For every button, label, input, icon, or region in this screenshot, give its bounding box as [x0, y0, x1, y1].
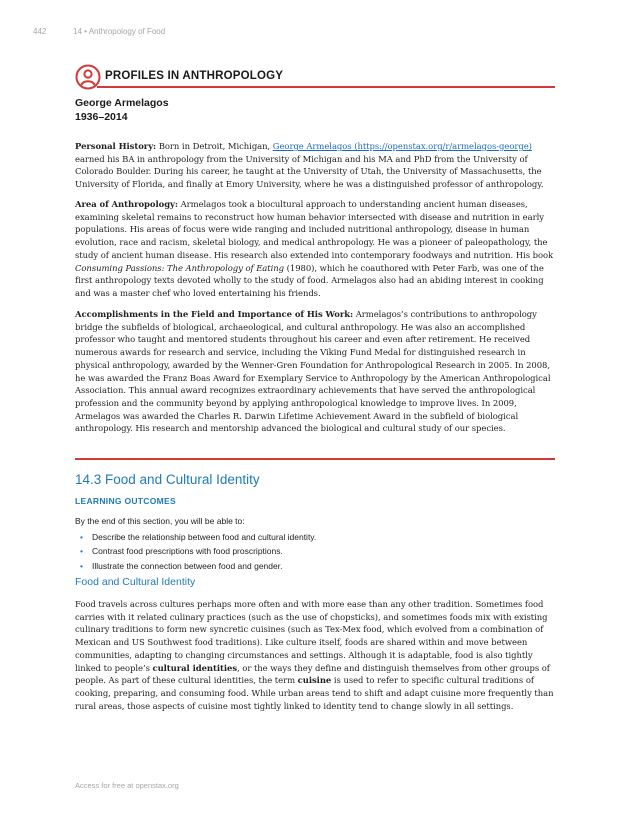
profile-years: 1936–2014 — [75, 111, 128, 123]
list-item — [75, 544, 316, 558]
learning-outcomes-list — [75, 530, 316, 573]
food-identity-paragraph — [75, 598, 555, 712]
personal-history-text-1: Born in Detroit, Michigan, — [156, 141, 273, 151]
section-heading: 14.3 Food and Cultural Identity — [75, 472, 260, 487]
area-paragraph — [75, 198, 555, 300]
accomplishments-label: Accomplishments in the Field and Importance of His Work: — [75, 309, 354, 319]
bullet-icon: • — [80, 560, 83, 571]
profile-box-title: PROFILES IN ANTHROPOLOGY — [105, 70, 284, 82]
profile-box-rule — [97, 86, 555, 88]
page-number: 442 — [33, 27, 47, 36]
subsection-heading: Food and Cultural Identity — [75, 576, 196, 588]
personal-history-paragraph — [75, 140, 555, 191]
paragraph-text-3: is used to refer to specific cultural traditions of cooking, preparing, and consuming food. While urban areas tend to shift and adapt cuisine more frequently than rural areas, those aspects of cuisine most tightly linked to identity tend to change slowly in all settings. — [75, 675, 554, 711]
profile-name-block — [75, 96, 169, 124]
outcome-text: Describe the relationship between food and cultural identity. — [92, 532, 317, 542]
bullet-icon: • — [80, 532, 83, 542]
accomplishments-text: Armelagos’s contributions to anthropology bridge the subfields of biological, archaeological, and cultural anthropology. He was also an accomplished professor who taught and mentored students throughout his career and even after retirement. He received numerous awards for research and service, including the Viking Fund Medal for distinguished research in physical anthropology, awarded by the Wenner-Gren Foundation for Anthropological Research in 2005. In 2008, he was awarded the Franz Boas Award for Exemplary Service to Anthropology by the American Anthropological Association. This annual award recognizes extraordinary achievements that have served the anthropological profession and the community beyond by applying anthropological knowledge to improve lives. In 2009, Armelagos was awarded the Charles R. Darwin Lifetime Achievement Award in the subfield of biological anthropology. His research and mentorship advanced the biological and cultural study of our species. — [75, 309, 551, 434]
area-text-2: (1980), which he coauthored with Peter Farb, was one of the first anthropology texts devoted wholly to the study of food. Armelagos also had an abiding interest in cooking and was a master chef who loved entertaining his friends. — [75, 262, 544, 298]
term-cultural-identities: cultural identities — [152, 662, 238, 673]
outcome-text: Illustrate the connection between food and gender. — [92, 560, 283, 571]
profile-box-bottom-rule — [75, 458, 555, 460]
book-title: Consuming Passions: The Anthropology of Eating — [75, 262, 285, 273]
paragraph-text-2: , or the ways they define and distinguish themselves from other groups of people. As part of these cultural identities, the term — [75, 662, 550, 686]
bullet-icon: • — [80, 546, 83, 557]
personal-history-label: Personal History: — [75, 141, 157, 151]
area-label: Area of Anthropology: — [75, 199, 178, 209]
personal-history-text-2: earned his BA in anthropology from the University of Michigan and his MA and PhD from the University of Colorado Boulder. During his career, he taught at the University of Utah, the University of Massachusetts, the University of Florida, and finally at Emory University, where he was a distinguished professor of anthropology. — [75, 153, 544, 190]
page-footer: Access for free at openstax.org — [75, 781, 179, 790]
area-text-1: Armelagos took a biocultural approach to understanding ancient human diseases, examining skeletal remains to reconstruct how human behavior intersected with disease and nutrition in early populations. His areas of focus were wide ranging and included nutritional anthropology, disease in human evolution, race and racism, skeletal biology, and medical anthropology. He was a pioneer of paleopathology, the study of ancient human disease. His research also extended into contemporary foodways and nutrition. His book — [75, 199, 554, 260]
term-cuisine: cuisine — [297, 675, 332, 686]
profile-name: George Armelagos — [75, 97, 169, 109]
accomplishments-paragraph — [75, 308, 555, 435]
paragraph-text-1: Food travels across cultures perhaps more often and with more ease than any other tradition. Sometimes food carries with it related culinary practices (such as the use of chopsticks), and sometimes foods mix with existing culinary traditions to form new syncretic cuisines (such as Tex-Mex food, which evolved from a combination of Mexican and US Southwest food traditions). Like culture itself, foods are shared within and move between communities, adapting to changing circumstances and settings. Although it is adaptable, food is also tightly linked to people’s — [75, 599, 548, 673]
learning-outcomes-intro: By the end of this section, you will be able to: — [75, 516, 245, 526]
chapter-title: 14 • Anthropology of Food — [73, 27, 166, 36]
armelagos-link[interactable]: George Armelagos (https://openstax.org/r/armelagos-george) — [272, 141, 532, 151]
outcome-text: Contrast food prescriptions with food proscriptions. — [92, 546, 283, 557]
running-head — [33, 27, 165, 36]
learning-outcomes-heading: LEARNING OUTCOMES — [75, 496, 176, 506]
list-item — [75, 530, 316, 544]
list-item — [75, 559, 316, 573]
profile-box-header — [75, 64, 555, 90]
